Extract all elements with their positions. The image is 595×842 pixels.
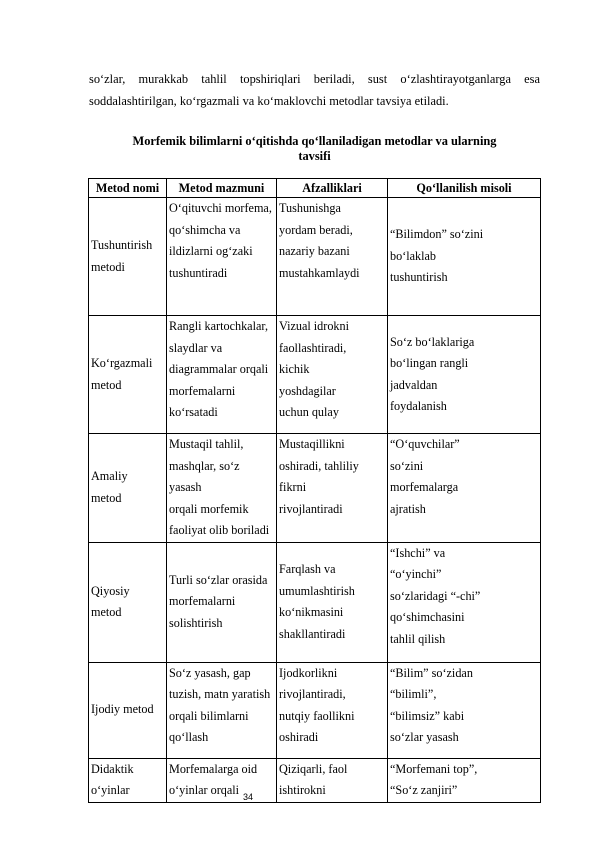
cell-text-line: Mustaqillikni <box>279 437 345 451</box>
table-title <box>89 134 540 164</box>
cell-text-line: “bilimli”, <box>390 687 437 701</box>
table-header-row <box>89 179 541 198</box>
cell-text-line: nazariy bazani <box>279 244 350 258</box>
cell-text-line: orqali morfemik <box>169 501 249 516</box>
cell-text-line: metod <box>91 377 122 392</box>
cell-text-line: So‘z bo‘laklariga <box>390 334 475 349</box>
header-example: Qo‘llanilish misoli <box>388 179 541 198</box>
method-name-cell <box>89 662 167 758</box>
table-title-line-2: tavsifi <box>298 149 331 163</box>
cell-text-line: Didaktik <box>91 761 134 776</box>
header-method-content: Metod mazmuni <box>167 179 277 198</box>
method-content-cell <box>167 198 277 316</box>
cell-text-line: ildizlarni og‘zaki <box>169 244 253 258</box>
cell-text-line: tahlil qilish <box>390 631 446 646</box>
cell-text-line: o‘yinlar <box>91 783 130 797</box>
example-cell <box>388 542 541 662</box>
cell-text-line: mashqlar, so‘z yasash <box>169 458 240 494</box>
example-cell <box>388 434 541 543</box>
method-name-cell <box>89 434 167 543</box>
cell-text-line: so‘zlaridagi “-chi” <box>390 588 481 603</box>
cell-text-line: Farqlash va <box>279 562 336 576</box>
advantages-cell <box>277 758 388 802</box>
cell-text-line: shakllantiradi <box>279 626 346 641</box>
method-name-cell <box>89 758 167 802</box>
cell-text-line: Turli so‘zlar orasida <box>169 572 268 587</box>
cell-text-line: uchun qulay <box>279 405 339 419</box>
intro-line-2: soddalashtirilgan, ko‘rgazmali va ko‘maklovchi metodlar tavsiya etiladi. <box>89 94 449 108</box>
cell-text-line: foydalanish <box>390 399 447 413</box>
cell-text-line: Morfemalarga oid <box>169 761 258 776</box>
cell-text-line: rivojlantiradi, <box>279 687 346 701</box>
advantages-cell <box>277 434 388 543</box>
cell-text-line: ko‘nikmasini <box>279 605 344 619</box>
cell-text-line: ko‘rsatadi <box>169 405 218 419</box>
cell-text-line: so‘zini <box>390 458 424 473</box>
cell-text-line: Rangli kartochkalar, <box>169 319 269 333</box>
advantages-cell <box>277 198 388 316</box>
cell-text-line: “Bilim” so‘zidan <box>390 665 473 680</box>
cell-text-line: o‘yinlar orqali <box>169 783 240 797</box>
table-row <box>89 316 541 434</box>
cell-text-line: bo‘lingan rangli <box>390 356 469 370</box>
advantages-cell <box>277 662 388 758</box>
example-cell <box>388 316 541 434</box>
cell-text-line: Ko‘rgazmali <box>91 356 153 370</box>
cell-text-line: faoliyat olib boriladi <box>169 523 270 537</box>
cell-text-line: “o‘yinchi” <box>390 567 442 581</box>
header-advantages: Afzalliklari <box>277 179 388 198</box>
cell-text-line: “So‘z zanjiri” <box>390 783 458 797</box>
cell-text-line: tushuntiradi <box>169 265 228 280</box>
cell-text-line: rivojlantiradi <box>279 501 343 516</box>
cell-text-line: metodi <box>91 259 125 274</box>
method-content-cell <box>167 542 277 662</box>
cell-text-line: Qiziqarli, faol <box>279 761 348 776</box>
cell-text-line: Tushuntirish <box>91 238 153 252</box>
cell-text-line: “Bilimdon” so‘zini <box>390 227 484 242</box>
cell-text-line: qo‘shimchasini <box>390 610 465 624</box>
table-row <box>89 434 541 543</box>
cell-text-line: metod <box>91 605 122 619</box>
cell-text-line: O‘qituvchi morfema, <box>169 201 272 215</box>
cell-text-line: “bilimsiz” kabi <box>390 708 465 723</box>
cell-text-line: qo‘llash <box>169 730 209 744</box>
cell-text-line: bo‘laklab <box>390 248 437 263</box>
cell-text-line: morfemalarga <box>390 480 459 494</box>
cell-text-line: “Ishchi” va <box>390 545 446 560</box>
cell-text-line: Qiyosiy <box>91 583 130 598</box>
cell-text-line: Amaliy <box>91 469 128 484</box>
cell-text-line: yoshdagilar <box>279 383 336 398</box>
method-name-cell <box>89 198 167 316</box>
advantages-cell <box>277 542 388 662</box>
cell-text-line: ajratish <box>390 501 426 516</box>
method-content-cell <box>167 434 277 543</box>
advantages-cell <box>277 316 388 434</box>
cell-text-line: Ijodiy metod <box>91 702 154 717</box>
cell-text-line: slaydlar va <box>169 340 223 355</box>
cell-text-line: Vizual idrokni <box>279 319 350 333</box>
method-content-cell <box>167 758 277 802</box>
table-row <box>89 198 541 316</box>
cell-text-line: solishtirish <box>169 615 223 630</box>
cell-text-line: “Morfemani top”, <box>390 761 478 776</box>
cell-text-line: tuzish, matn yaratish <box>169 687 271 701</box>
cell-text-line: diagrammalar orqali <box>169 362 269 376</box>
cell-text-line: “O‘quvchilar” <box>390 437 460 451</box>
cell-text-line: orqali bilimlarni <box>169 708 249 723</box>
cell-text-line: Ijodkorlikni <box>279 665 338 680</box>
cell-text-line: umumlashtirish <box>279 583 355 598</box>
cell-text-line: tushuntirish <box>390 270 448 285</box>
header-method-name: Metod nomi <box>89 179 167 198</box>
cell-text-line: morfemalarni <box>169 383 236 398</box>
cell-text-line: Tushunishga <box>279 201 341 215</box>
cell-text-line: nutqiy faollikni <box>279 708 355 723</box>
cell-text-line: qo‘shimcha va <box>169 222 241 237</box>
cell-text-line: jadvaldan <box>390 377 438 392</box>
cell-text-line: fikrni <box>279 480 307 494</box>
cell-text-line: oshiradi, tahliliy <box>279 458 359 473</box>
page-number: 34 <box>242 792 253 802</box>
cell-text-line: mustahkamlaydi <box>279 265 360 280</box>
method-name-cell <box>89 542 167 662</box>
cell-text-line: so‘zlar yasash <box>390 730 459 744</box>
table-row <box>89 758 541 802</box>
example-cell <box>388 662 541 758</box>
methods-table <box>88 178 541 803</box>
cell-text-line: ishtirokni <box>279 783 326 797</box>
intro-line-1: so‘zlar, murakkab tahlil topshiriqlari beriladi, sust o‘zlashtirayotganlarga esa <box>89 72 540 86</box>
example-cell <box>388 758 541 802</box>
method-content-cell <box>167 662 277 758</box>
table-row <box>89 662 541 758</box>
cell-text-line: morfemalarni <box>169 594 236 609</box>
cell-text-line: So‘z yasash, gap <box>169 665 251 680</box>
example-cell <box>388 198 541 316</box>
cell-text-line: yordam beradi, <box>279 222 353 237</box>
cell-text-line: Mustaqil tahlil, <box>169 437 244 451</box>
cell-text-line: faollashtiradi, <box>279 340 347 355</box>
cell-text-line: metod <box>91 490 122 505</box>
intro-paragraph <box>89 68 540 112</box>
cell-text-line: kichik <box>279 362 310 376</box>
method-content-cell <box>167 316 277 434</box>
table-title-line-1: Morfemik bilimlarni o‘qitishda qo‘llaniladigan metodlar va ularning <box>132 134 497 148</box>
table-row <box>89 542 541 662</box>
method-name-cell <box>89 316 167 434</box>
cell-text-line: oshiradi <box>279 730 319 744</box>
